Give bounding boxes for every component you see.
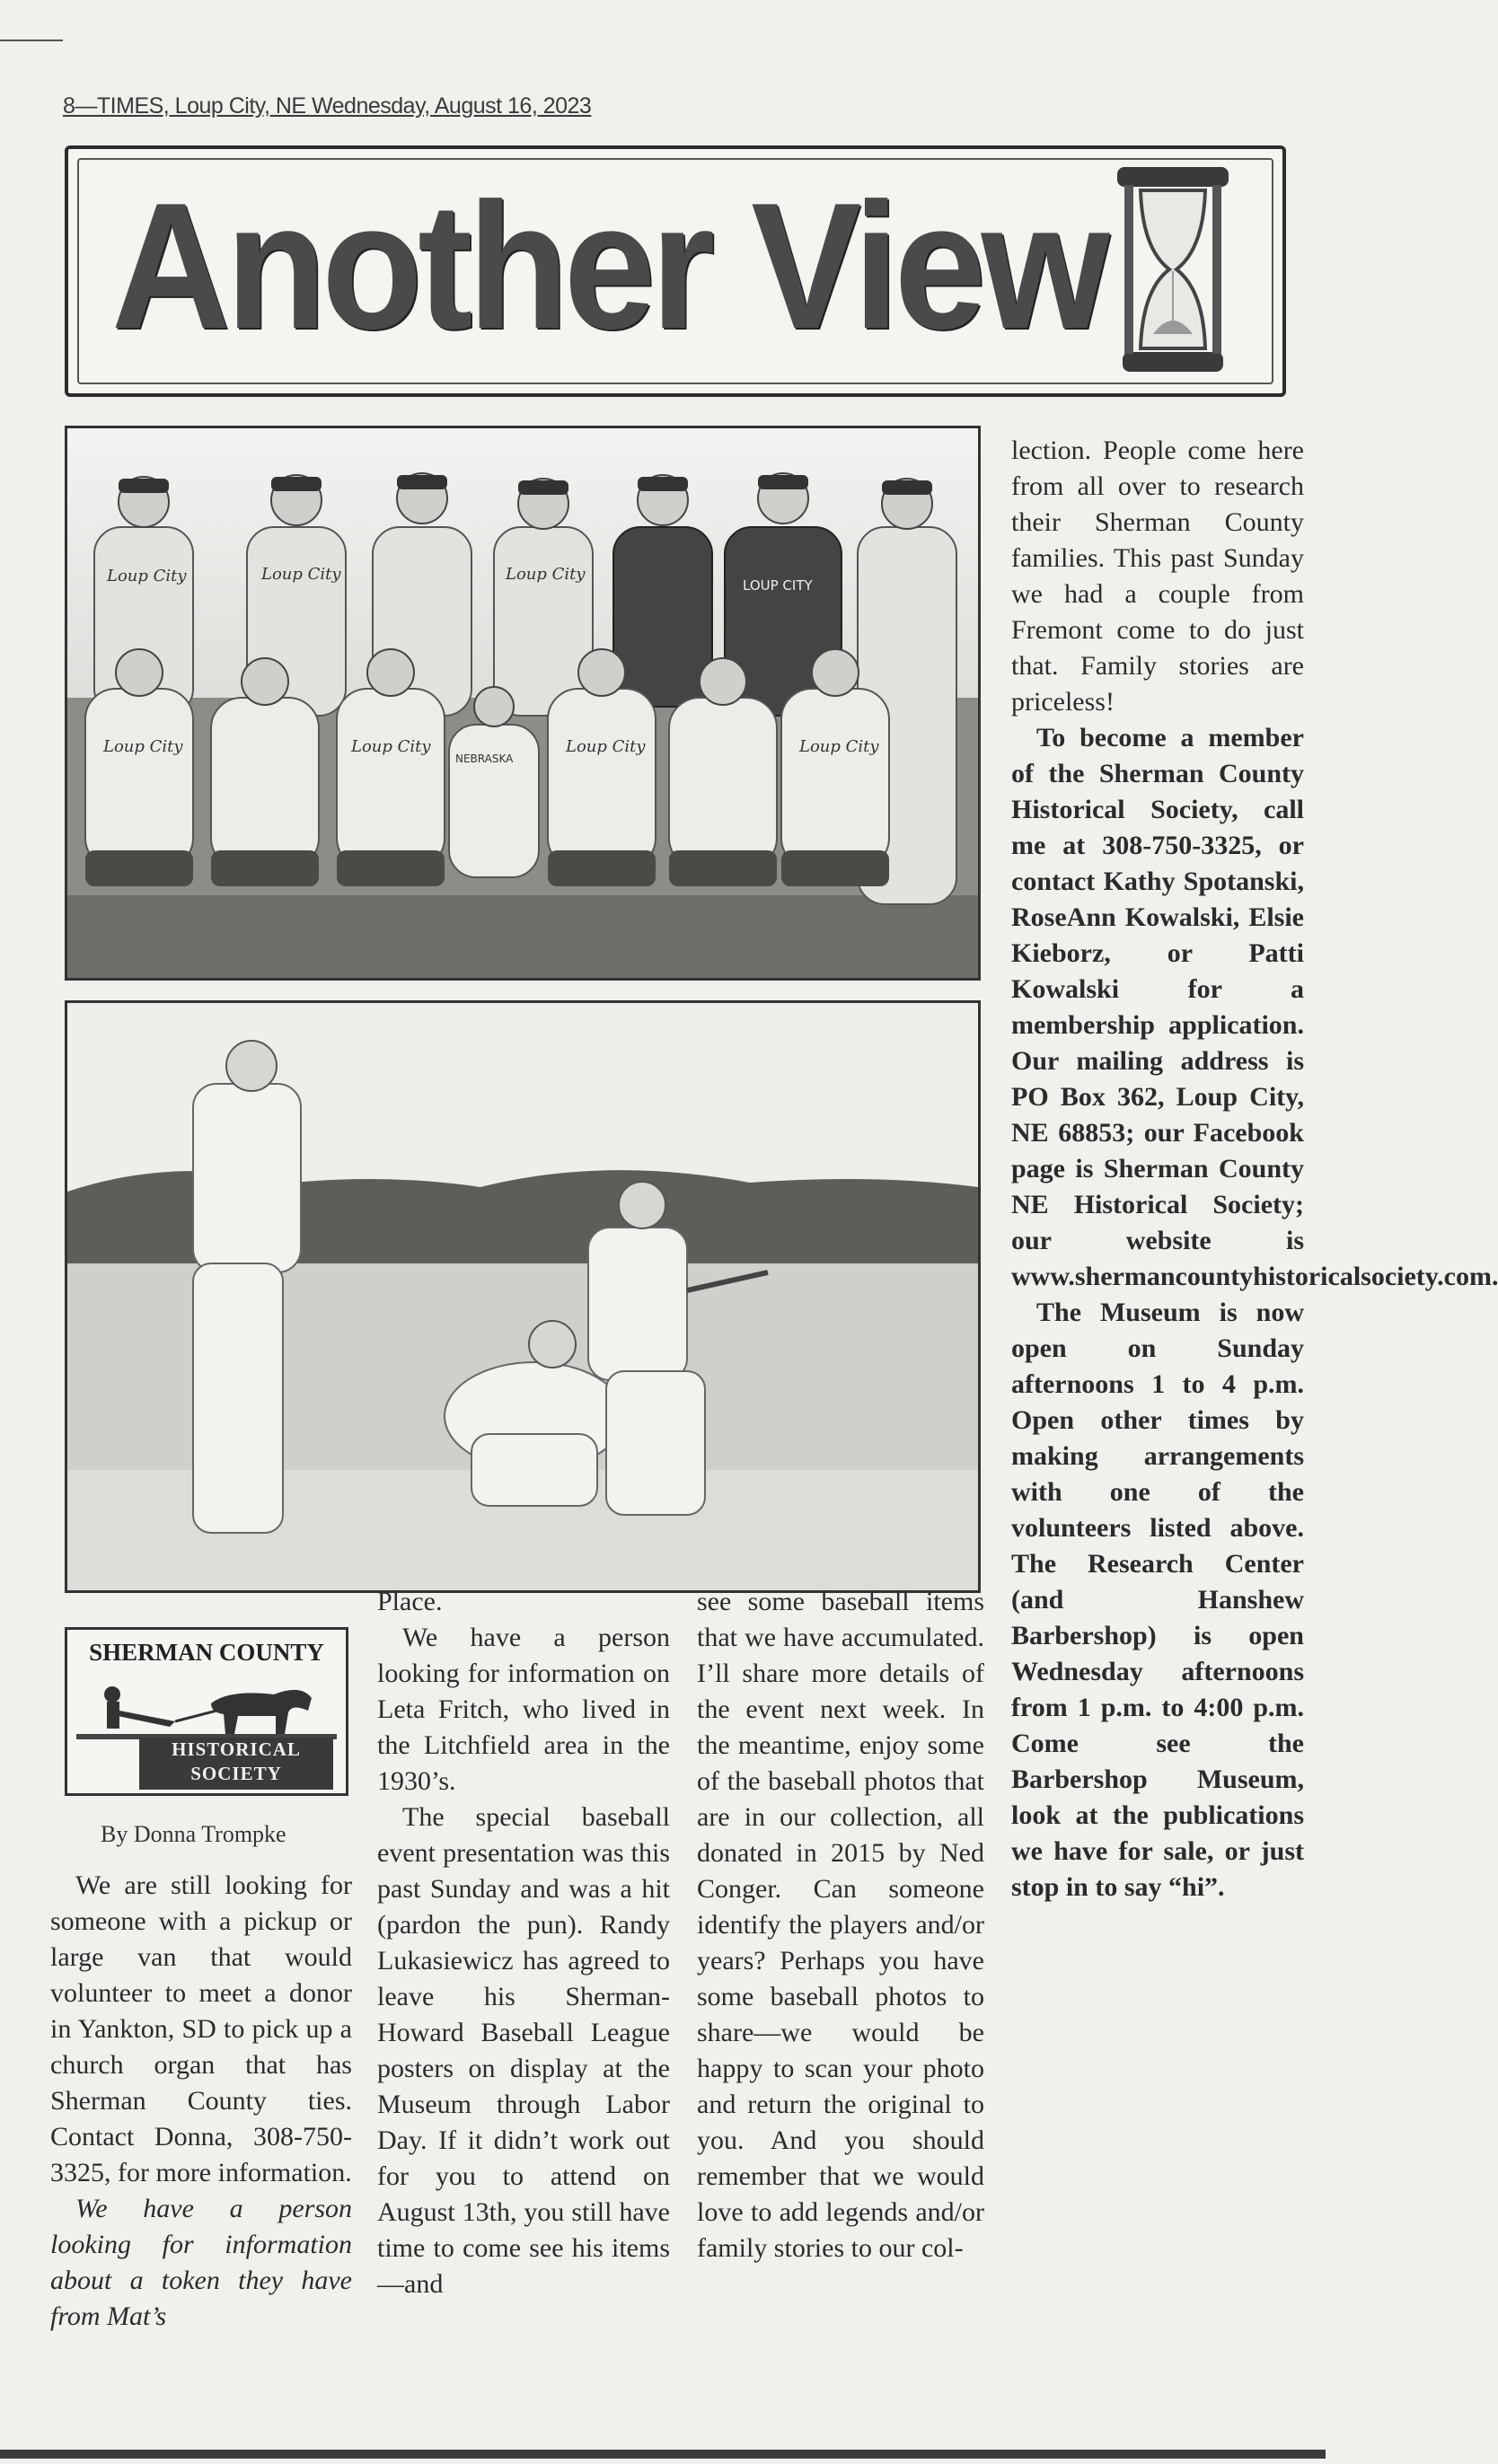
paragraph: To become a member of the Sherman County Historical Society, call me at 308-750-3325, or contact Kathy Spotanski, RoseAnn Kowalski, Elsie Kieborz, or Patti Kowalski for a membership application. Our mailing address is PO Box 362, Loup City, NE 68853; our Facebook page is Sherman County NE Historical Society; our website is www.shermancountyhistoricalsociety.com.: [1011, 723, 1498, 1291]
paragraph: We have a person looking for information on Leta Fritch, who lived in the Litchfield area in the 1930’s.: [377, 1623, 670, 1796]
section-banner: [65, 145, 1286, 397]
column-4: [1011, 433, 1498, 1905]
game-photo-art: [67, 1003, 978, 1590]
paragraph: The Museum is now open on Sunday afternoons 1 to 4 p.m. Open other times by making arrangements with one of the volunteers listed above. The Research Center (and Hanshew Barbershop) is open Wednesday afternoons from 1 p.m. to 4:00 p.m. Come see the Barbershop Museum, look at the publications we have for sale, or just stop in to say “hi”.: [1011, 1298, 1304, 1902]
paragraph: The special baseball event presentation was this past Sunday and was a hit (pardon the pun). Randy Lukasiewicz has agreed to leave his Sherman-Howard Baseball League posters on display at the Museum through Labor Day. If it didn’t work out for you to attend on August 13th, you still have time to come see his items—and: [377, 1802, 670, 2299]
team-photo-art: [67, 428, 978, 978]
top-rule: [0, 40, 63, 41]
logo-line2: SOCIETY: [190, 1763, 282, 1784]
kid-jersey-text: NEBRASKA: [455, 752, 514, 765]
paragraph: see some baseball items that we have accumulated. I’ll share more details of the event next week. In the meantime, enjoy some of the baseball photos that are in our collection, all donated in 2015 by Ned Conger. Can someone identify the players and/or years? Perhaps you have some baseball photos to share—we would be happy to scan your photo and return the original to you. And you should remember that we would love to add legends and/or family stories to our col-: [697, 1587, 984, 2263]
jersey-text: Loup City: [566, 737, 646, 756]
jersey-text: Loup City: [506, 565, 586, 584]
byline: By Donna Trompke: [101, 1821, 286, 1847]
logo-society-box: [139, 1738, 333, 1790]
logo-line1: HISTORICAL: [172, 1738, 301, 1760]
historical-society-logo: [65, 1627, 348, 1796]
page-folio: 8—TIMES, Loup City, NE Wednesday, August 16, 2023: [63, 93, 592, 119]
column-2: [377, 1584, 670, 2302]
column-3: [697, 1584, 984, 2266]
jacket-text: LOUP CITY: [743, 577, 813, 594]
jersey-text: Loup City: [103, 737, 183, 756]
hourglass-icon: [1110, 163, 1236, 375]
jersey-text: Loup City: [799, 737, 879, 756]
column-1: [50, 1868, 352, 2335]
jersey-text: Loup City: [261, 565, 341, 584]
plow-horse-icon: [76, 1671, 337, 1743]
banner-title: Another View: [111, 166, 1106, 366]
paragraph: We are still looking for someone with a pickup or large van that would volunteer to meet a donor in Yankton, SD to pick up a church organ that has Sherman County ties. Contact Donna, 308-750-3325, for more information.: [50, 1870, 352, 2187]
logo-top-text: SHERMAN COUNTY: [89, 1639, 324, 1666]
game-photo: [65, 1000, 981, 1593]
bottom-rule: [0, 2450, 1326, 2459]
paragraph: We have a person looking for information about a token they have from Mat’s: [50, 2194, 352, 2331]
jersey-text: Loup City: [107, 567, 187, 585]
paragraph: Place.: [377, 1587, 443, 1616]
jersey-text: Loup City: [351, 737, 431, 756]
paragraph: lection. People come here from all over to research their Sherman County families. This past Sunday we had a couple from Fremont come to do just that. Family stories are priceless!: [1011, 436, 1304, 717]
team-photo: [65, 426, 981, 981]
